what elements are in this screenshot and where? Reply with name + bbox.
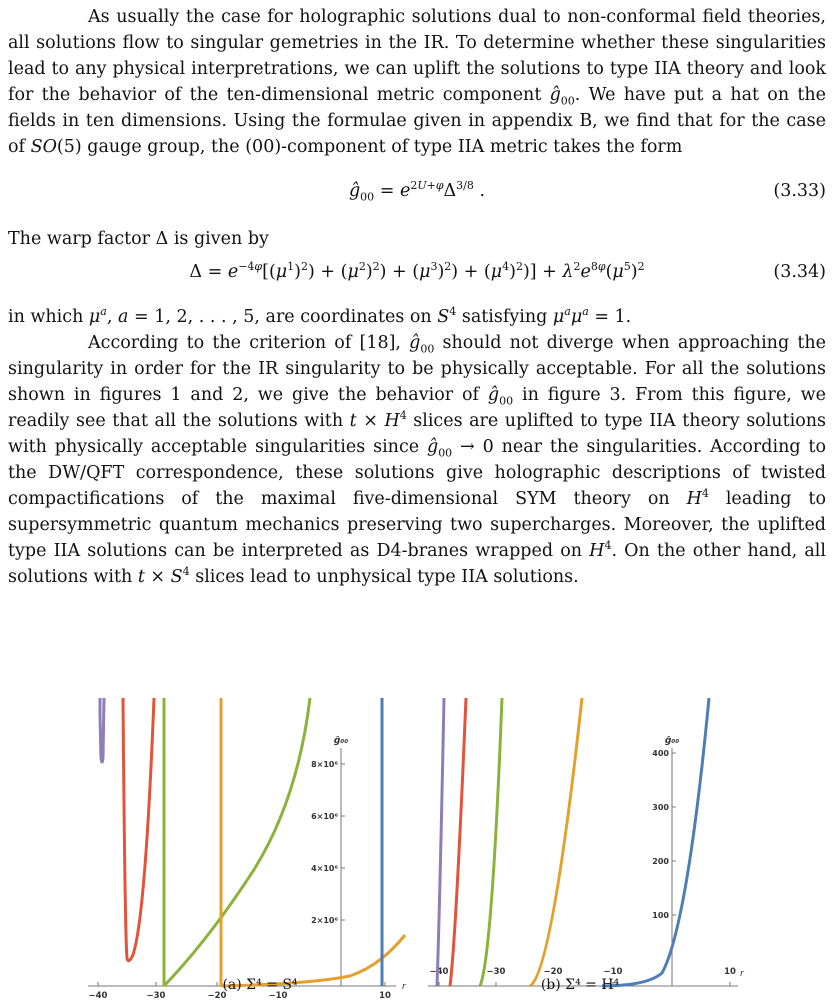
equation-3-34-number: (3.34)	[773, 262, 826, 282]
paragraph-coordinates: in which $\mu^a$, a = 1, 2, . . . , 5, are coordinates on $S^4$ satisfying $\mu^a\mu^a = 1$.	[8, 305, 632, 327]
figure-a-ytick-label: 6×10⁶	[311, 812, 338, 821]
figure-a-xtick-label: −30	[146, 991, 166, 998]
figure-a-x-axis-label: r	[402, 982, 406, 992]
figure-a-caption: (a) Σ⁴ = S⁴	[222, 977, 298, 993]
figure-a-series-red	[123, 698, 154, 961]
figure-a-series-green	[164, 698, 310, 986]
figure-a-y-axis-label: ĝ₀₀	[333, 736, 349, 746]
warp-factor-intro: The warp factor Δ is given by	[8, 229, 269, 249]
figure-a-series-purple	[100, 698, 104, 763]
figure-a-xtick-label: −10	[268, 991, 288, 998]
figure-b-x-axis-label: r	[740, 969, 744, 979]
figure-b-series-purple	[437, 698, 444, 986]
figure-b-caption: (b) Σ⁴ = H⁴	[540, 977, 620, 993]
paragraph-uplift: As usually the case for holographic solutions dual to non-conformal field theories, all solutions flow to singular gemetries in the IR. To determine whether these singularities lead to any physical interpretrations, we can uplift the solutions to type IIA theory and look for the behavior of the ten-dimensional metric component $ĝ_{00}$. We have put a hat on the fields in ten dimensions. Using the formulae given in appendix B, we find that for the case of SO(5) gauge group, the (00)-component of type IIA metric takes the form	[8, 7, 827, 157]
equation-3-34	[8, 262, 826, 288]
figure-a-ytick-label: 4×10⁶	[311, 864, 338, 873]
figure-b-ytick-label: 100	[652, 911, 669, 920]
equation-3-33	[8, 181, 826, 207]
figure-b-series-orange	[530, 698, 582, 986]
figure-a-ytick-label: 8×10⁶	[311, 760, 338, 769]
figure-b-ytick-label: 200	[652, 857, 669, 866]
figure-b-ytick-label: 300	[652, 803, 669, 812]
figure-b-xtick-label: 10	[724, 967, 736, 977]
equation-3-33-body: $ĝ_{00} = e^{2U+\varphi}\Delta^{3/8}$ .	[348, 179, 486, 204]
figure-a-xtick-label: −40	[88, 991, 108, 998]
figure-b-ytick-label: 400	[652, 749, 669, 758]
figure-a-xtick-label: 10	[379, 991, 391, 998]
figure-b-xtick-label: −20	[543, 967, 563, 977]
figure-a-xtick-label: −20	[207, 991, 227, 998]
figure-b-y-axis-label: ĝ₀₀	[664, 736, 680, 746]
equation-3-33-number: (3.33)	[773, 181, 826, 201]
paragraph-criterion: According to the criterion of [18], $ĝ_{00}$ should not diverge when approaching the singularity in order for the IR singularity to be physically acceptable. For all the solutions shown in figures 1 and 2, we give the behavior of $ĝ_{00}$ in figure 3. From this figure, we readily see that all the solutions with $t \times H^4$ slices are uplifted to type IIA theory solutions with physically acceptable singularities since $ĝ_{00} \to 0$ near the singularities. According to the DW/QFT correspondence, these solutions give holographic descriptions of twisted compactifications of the maximal five-dimensional SYM theory on $H^4$ leading to supersymmetric quantum mechanics preserving two supercharges. Moreover, the uplifted type IIA solutions can be interpreted as D4-branes wrapped on $H^4$. On the other hand, all solutions with $t \times S^4$ slices lead to unphysical type IIA solutions.	[8, 333, 827, 587]
figure-b-series-green	[480, 698, 502, 986]
figure-b-xtick-label: −40	[429, 967, 449, 977]
figure-b-xtick-label: −30	[486, 967, 506, 977]
figure-a-ytick-label: 2×10⁶	[311, 916, 338, 925]
figure-b-xtick-label: −10	[603, 967, 623, 977]
figure-b-plot	[422, 698, 752, 998]
figure-b-series-blue	[602, 698, 709, 986]
figure-b-series-red	[450, 698, 466, 986]
equation-3-34-body: $\Delta = e^{-4\varphi}[(\mu^1)^2) + (\mu^2)^2) + (\mu^3)^2) + (\mu^4)^2)] + \lambda^2e^{8\varphi}(\mu^5)^2$	[189, 260, 645, 282]
